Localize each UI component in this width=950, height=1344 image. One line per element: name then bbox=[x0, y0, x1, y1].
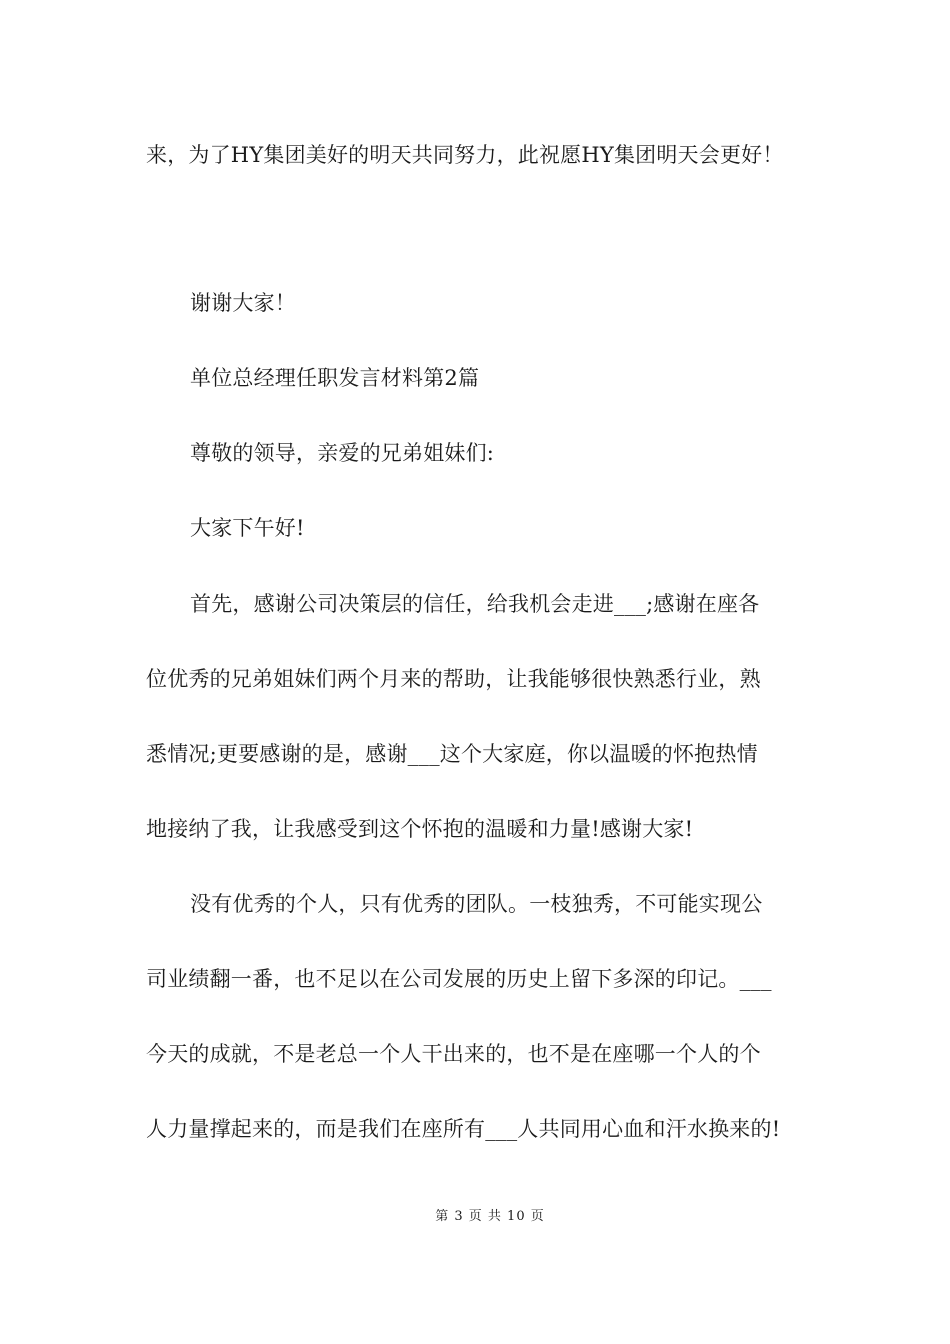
paragraph-line: 人力量撑起来的，而是我们在座所有___人共同用心血和汗水换来的! bbox=[146, 1117, 781, 1141]
paragraph-line: 谢谢大家！ bbox=[190, 291, 296, 315]
paragraph-line: 今天的成就，不是老总一个人干出来的，也不是在座哪一个人的个 bbox=[146, 1042, 761, 1066]
paragraph-line: 悉情况;更要感谢的是，感谢___这个大家庭，你以温暖的怀抱热情 bbox=[146, 742, 758, 766]
paragraph-line: 司业绩翻一番，也不足以在公司发展的历史上留下多深的印记。___ bbox=[146, 967, 772, 991]
paragraph-line: 首先，感谢公司决策层的信任，给我机会走进___;感谢在座各 bbox=[190, 592, 760, 616]
greeting: 大家下午好! bbox=[190, 516, 305, 540]
section-heading: 单位总经理任职发言材料第2篇 bbox=[190, 366, 480, 390]
paragraph-line: 地接纳了我，让我感受到这个怀抱的温暖和力量!感谢大家! bbox=[146, 817, 694, 841]
paragraph-line: 来，为了HY集团美好的明天共同努力，此祝愿HY集团明天会更好！ bbox=[146, 143, 784, 167]
paragraph-line: 没有优秀的个人，只有优秀的团队。一枝独秀，不可能实现公 bbox=[190, 892, 763, 916]
salutation: 尊敬的领导，亲爱的兄弟姐妹们: bbox=[190, 441, 495, 465]
page-number-footer: 第 3 页 共 10 页 bbox=[435, 1209, 545, 1224]
paragraph-line: 位优秀的兄弟姐妹们两个月来的帮助，让我能够很快熟悉行业，熟 bbox=[146, 667, 761, 691]
